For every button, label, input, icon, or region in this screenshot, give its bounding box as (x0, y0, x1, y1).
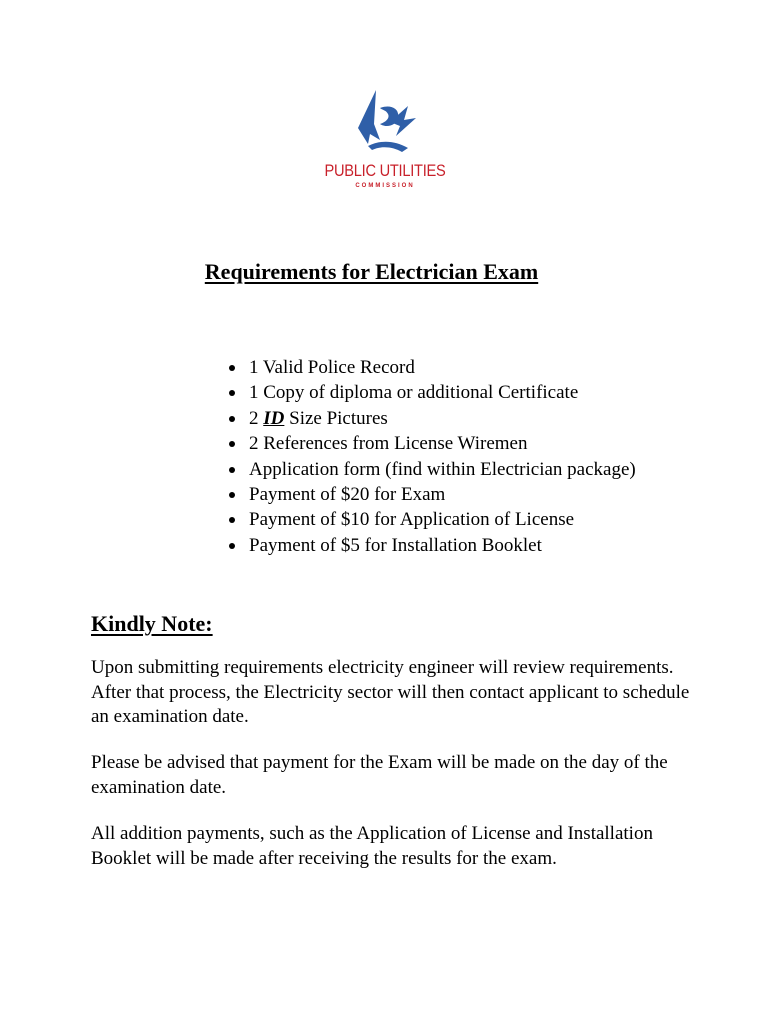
list-item: 1 Valid Police Record (229, 355, 636, 380)
list-item: 1 Copy of diploma or additional Certificate (229, 380, 636, 405)
note-heading: Kindly Note: (91, 611, 213, 636)
list-item: Payment of $5 for Installation Booklet (229, 533, 636, 558)
logo-subtitle: COMMISSION (355, 183, 415, 189)
list-item: Payment of $10 for Application of License (229, 507, 636, 532)
id-suffix: Size Pictures (284, 407, 388, 429)
note-paragraph-review: Upon submitting requirements electricity engineer will review requirements. After that process, the Electricity sector will then contact applicant to schedule an examination date. (91, 657, 690, 727)
list-item: 2 References from License Wiremen (229, 431, 636, 456)
commission-emblem-icon (350, 88, 420, 160)
page-title: Requirements for Electrician Exam (204, 259, 539, 284)
id-emphasis: ID (263, 407, 285, 429)
list-item: Payment of $20 for Exam (229, 482, 636, 507)
list-item: Application form (find within Electrician package) (229, 457, 636, 482)
public-utilities-logo (312, 88, 458, 198)
note-paragraph-payment: Please be advised that payment for the Exam will be made on the day of the examination date. (91, 752, 668, 798)
logo-name: PUBLIC UTILITIES (324, 161, 446, 180)
requirements-list (229, 355, 636, 558)
note-paragraph-additional: All addition payments, such as the Application of License and Installation Booklet will be made after receiving the results for the exam. (91, 823, 653, 869)
id-prefix: 2 (249, 407, 264, 429)
list-item (229, 406, 636, 431)
